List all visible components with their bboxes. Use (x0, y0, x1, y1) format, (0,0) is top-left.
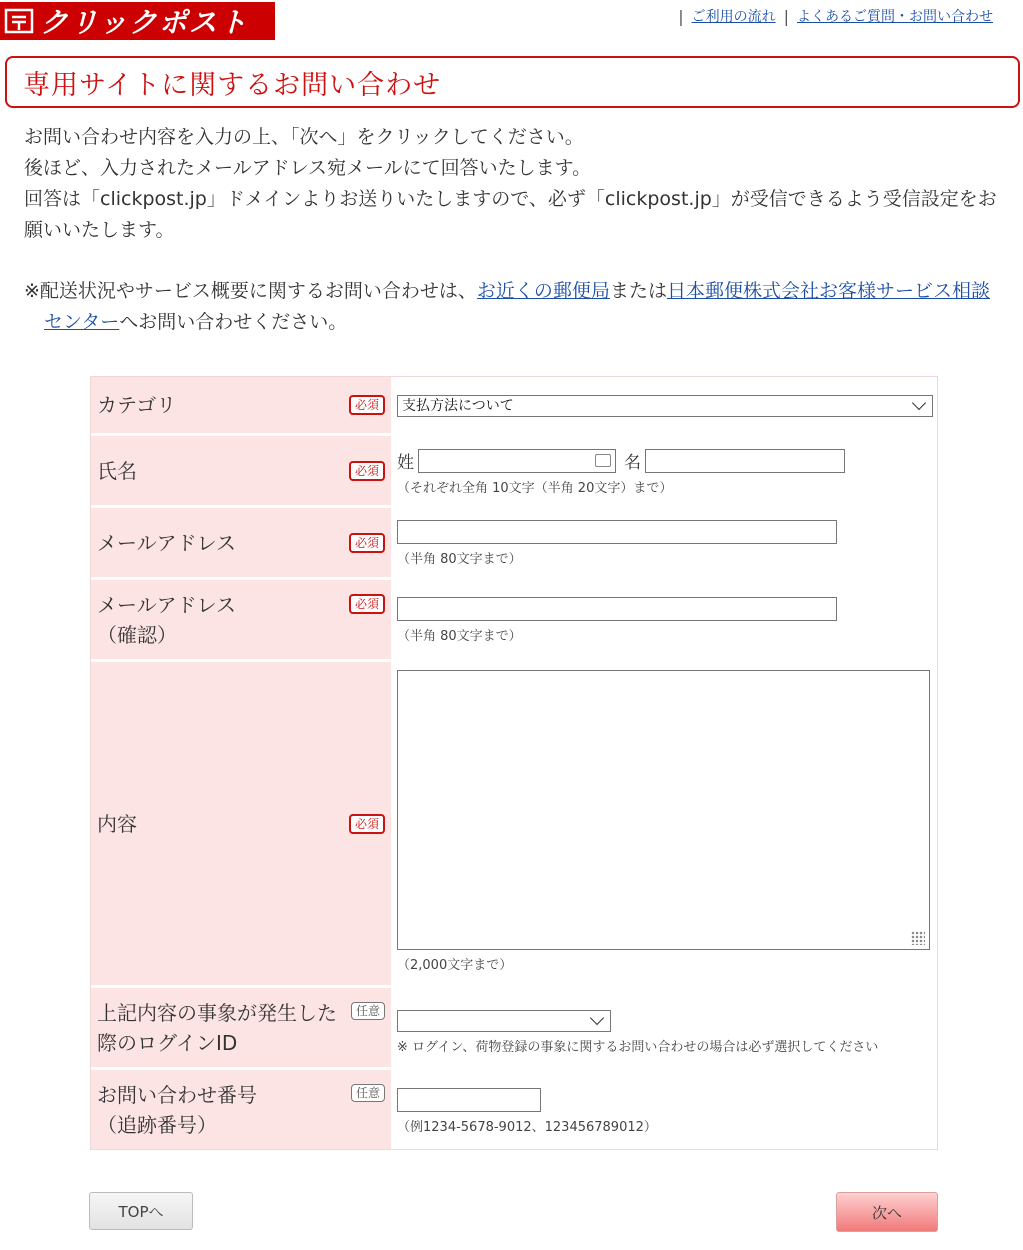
label-login-id: 上記内容の事象が発生した 際のログインID 任意 (91, 988, 391, 1067)
label-name: 氏名 必須 (91, 436, 391, 505)
nearby-post-office-link[interactable]: お近くの郵便局 (476, 280, 610, 302)
first-name-input[interactable] (645, 449, 845, 473)
inquiry-form (90, 376, 938, 1150)
name-hint: （それぞれ全角 10文字（半角 20文字）まで） (397, 481, 673, 496)
label-category: カテゴリ 必須 (91, 377, 391, 433)
customer-service-link[interactable]: 日本郵便株式会社お客様サービス相談センター (44, 280, 990, 333)
notice-suffix: へお問い合わせください。 (119, 311, 348, 333)
label-email: メールアドレス 必須 (91, 508, 391, 577)
required-badge: 必須 (349, 395, 385, 415)
row-email (91, 505, 937, 577)
email-input[interactable] (397, 520, 837, 544)
header-links (670, 6, 993, 26)
sei-label: 姓 (397, 453, 414, 473)
top-button[interactable]: TOPへ (89, 1192, 193, 1230)
required-badge: 必須 (349, 533, 385, 553)
name-fields (397, 448, 933, 473)
optional-badge: 任意 (351, 1002, 385, 1020)
logo-text: クリックポスト (40, 6, 249, 39)
separator: | (678, 6, 684, 26)
notice-middle: または (609, 280, 667, 302)
row-login-id (91, 985, 937, 1067)
email-confirm-input[interactable] (397, 597, 837, 621)
email-hint: （半角 80文字まで） (397, 552, 522, 567)
page-title-box (5, 56, 1020, 108)
row-category (91, 377, 937, 433)
usage-flow-link[interactable]: ご利用の流れ (691, 9, 776, 25)
content-hint: （2,000文字まで） (397, 958, 513, 973)
chevron-down-icon (912, 396, 926, 410)
page-title: 専用サイトに関するお問い合わせ (23, 69, 442, 101)
login-id-select[interactable] (397, 1010, 611, 1032)
post-mark-icon (4, 6, 34, 36)
inquiry-number-input[interactable] (397, 1088, 541, 1112)
notice-prefix: ※配送状況やサービス概要に関するお問い合わせは、 (24, 280, 477, 302)
next-button[interactable]: 次へ (836, 1192, 938, 1232)
required-badge: 必須 (349, 461, 385, 481)
login-id-hint: ※ ログイン、荷物登録の事象に関するお問い合わせの場合は必ず選択してください (397, 1040, 879, 1055)
intro-line-2: 後ほど、入力されたメールアドレス宛メールにて回答いたします。 (24, 157, 592, 179)
chevron-down-icon (590, 1011, 604, 1025)
required-badge: 必須 (349, 814, 385, 834)
last-name-input[interactable] (418, 449, 616, 473)
contact-card-icon (595, 454, 611, 467)
category-select[interactable]: 支払方法について (397, 395, 933, 417)
label-content: 内容 必須 (91, 662, 391, 985)
notice-text (24, 276, 999, 338)
resize-grip-icon[interactable] (911, 931, 925, 945)
intro-text (24, 122, 999, 246)
row-email-confirm (91, 577, 937, 659)
row-inquiry-number (91, 1067, 937, 1149)
content-textarea[interactable] (397, 670, 930, 950)
header (0, 0, 1023, 50)
separator: | (783, 6, 789, 26)
row-content (91, 659, 937, 985)
clickpost-logo[interactable] (0, 2, 275, 40)
label-email-confirm: メールアドレス （確認） 必須 (91, 580, 391, 659)
row-name (91, 433, 937, 505)
email-confirm-hint: （半角 80文字まで） (397, 629, 522, 644)
required-badge: 必須 (349, 594, 385, 614)
label-inquiry-number: お問い合わせ番号 （追跡番号） 任意 (91, 1070, 391, 1149)
mei-label: 名 (624, 453, 641, 473)
intro-line-1: お問い合わせ内容を入力の上、「次へ」をクリックしてください。 (24, 126, 584, 148)
inquiry-number-hint: （例1234-5678-9012、123456789012） (397, 1120, 657, 1135)
intro-line-3: 回答は「clickpost.jp」ドメインよりお送りいたしますので、必ず「clickpost.jp」が受信できるよう受信設定をお願いいたします。 (24, 188, 997, 241)
faq-link[interactable]: よくあるご質問・お問い合わせ (797, 9, 993, 25)
optional-badge: 任意 (351, 1084, 385, 1102)
